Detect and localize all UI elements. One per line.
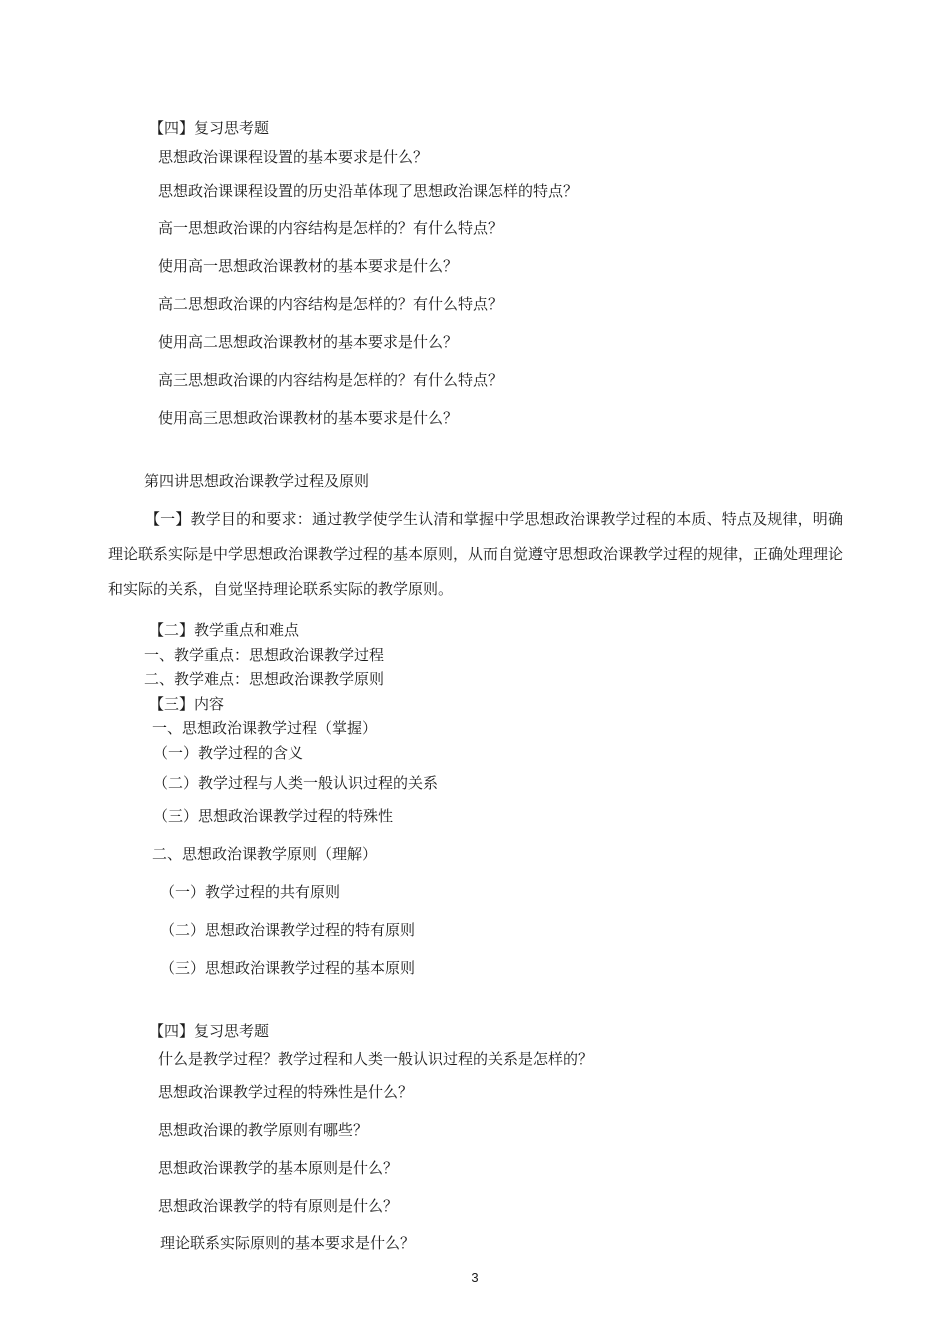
section-1-title: 一、思想政治课教学过程（掌握） [152, 719, 378, 737]
review1-question-1: 思想政治课课程设置的基本要求是什么？ [158, 148, 429, 166]
section-2-item-3: （三）思想政治课教学过程的基本原则 [160, 959, 416, 977]
key-point: 一、教学重点：思想政治课教学过程 [144, 646, 385, 664]
review1-question-3: 高一思想政治课的内容结构是怎样的？有什么特点？ [158, 219, 504, 237]
section-1-item-1: （一）教学过程的含义 [153, 744, 304, 762]
content-heading: 【三】内容 [149, 695, 225, 713]
review2-question-1: 什么是教学过程？教学过程和人类一般认识过程的关系是怎样的？ [158, 1050, 594, 1068]
section-1-item-3: （三）思想政治课教学过程的特殊性 [153, 807, 394, 825]
review2-question-4: 思想政治课教学的基本原则是什么？ [158, 1159, 399, 1177]
section-2-item-1: （一）教学过程的共有原则 [160, 883, 341, 901]
section-2-item-2: （二）思想政治课教学过程的特有原则 [160, 921, 416, 939]
review1-question-6: 使用高二思想政治课教材的基本要求是什么？ [158, 333, 459, 351]
review2-question-5: 思想政治课教学的特有原则是什么？ [158, 1197, 399, 1215]
objectives-paragraph: 【一】教学目的和要求：通过教学使学生认清和掌握中学思想政治课教学过程的本质、特点及规律，明确理论联系实际是中学思想政治课教学过程的基本原则，从而自觉遵守思想政治课教学过程的规律，正确处理理论和实际的关系，自觉坚持理论联系实际的教学原则。 [108, 510, 844, 598]
lecture-title: 第四讲思想政治课教学过程及原则 [144, 472, 370, 490]
section-2-title: 二、思想政治课教学原则（理解） [152, 845, 378, 863]
key-points-heading: 【二】教学重点和难点 [149, 621, 300, 639]
section-1-item-2: （二）教学过程与人类一般认识过程的关系 [153, 774, 439, 792]
review1-question-2: 思想政治课课程设置的历史沿革体现了思想政治课怎样的特点？ [158, 182, 579, 200]
page-number: 3 [471, 1270, 479, 1285]
review1-question-7: 高三思想政治课的内容结构是怎样的？有什么特点？ [158, 371, 504, 389]
review2-question-2: 思想政治课教学过程的特殊性是什么？ [158, 1083, 414, 1101]
review-heading-2: 【四】复习思考题 [149, 1022, 270, 1040]
review2-question-3: 思想政治课的教学原则有哪些？ [158, 1121, 369, 1139]
review1-question-4: 使用高一思想政治课教材的基本要求是什么？ [158, 257, 459, 275]
review-heading-1: 【四】复习思考题 [149, 119, 270, 137]
review1-question-8: 使用高三思想政治课教材的基本要求是什么？ [158, 409, 459, 427]
review2-question-6: 理论联系实际原则的基本要求是什么？ [160, 1234, 416, 1252]
difficulty-point: 二、教学难点：思想政治课教学原则 [144, 670, 385, 688]
review1-question-5: 高二思想政治课的内容结构是怎样的？有什么特点？ [158, 295, 504, 313]
